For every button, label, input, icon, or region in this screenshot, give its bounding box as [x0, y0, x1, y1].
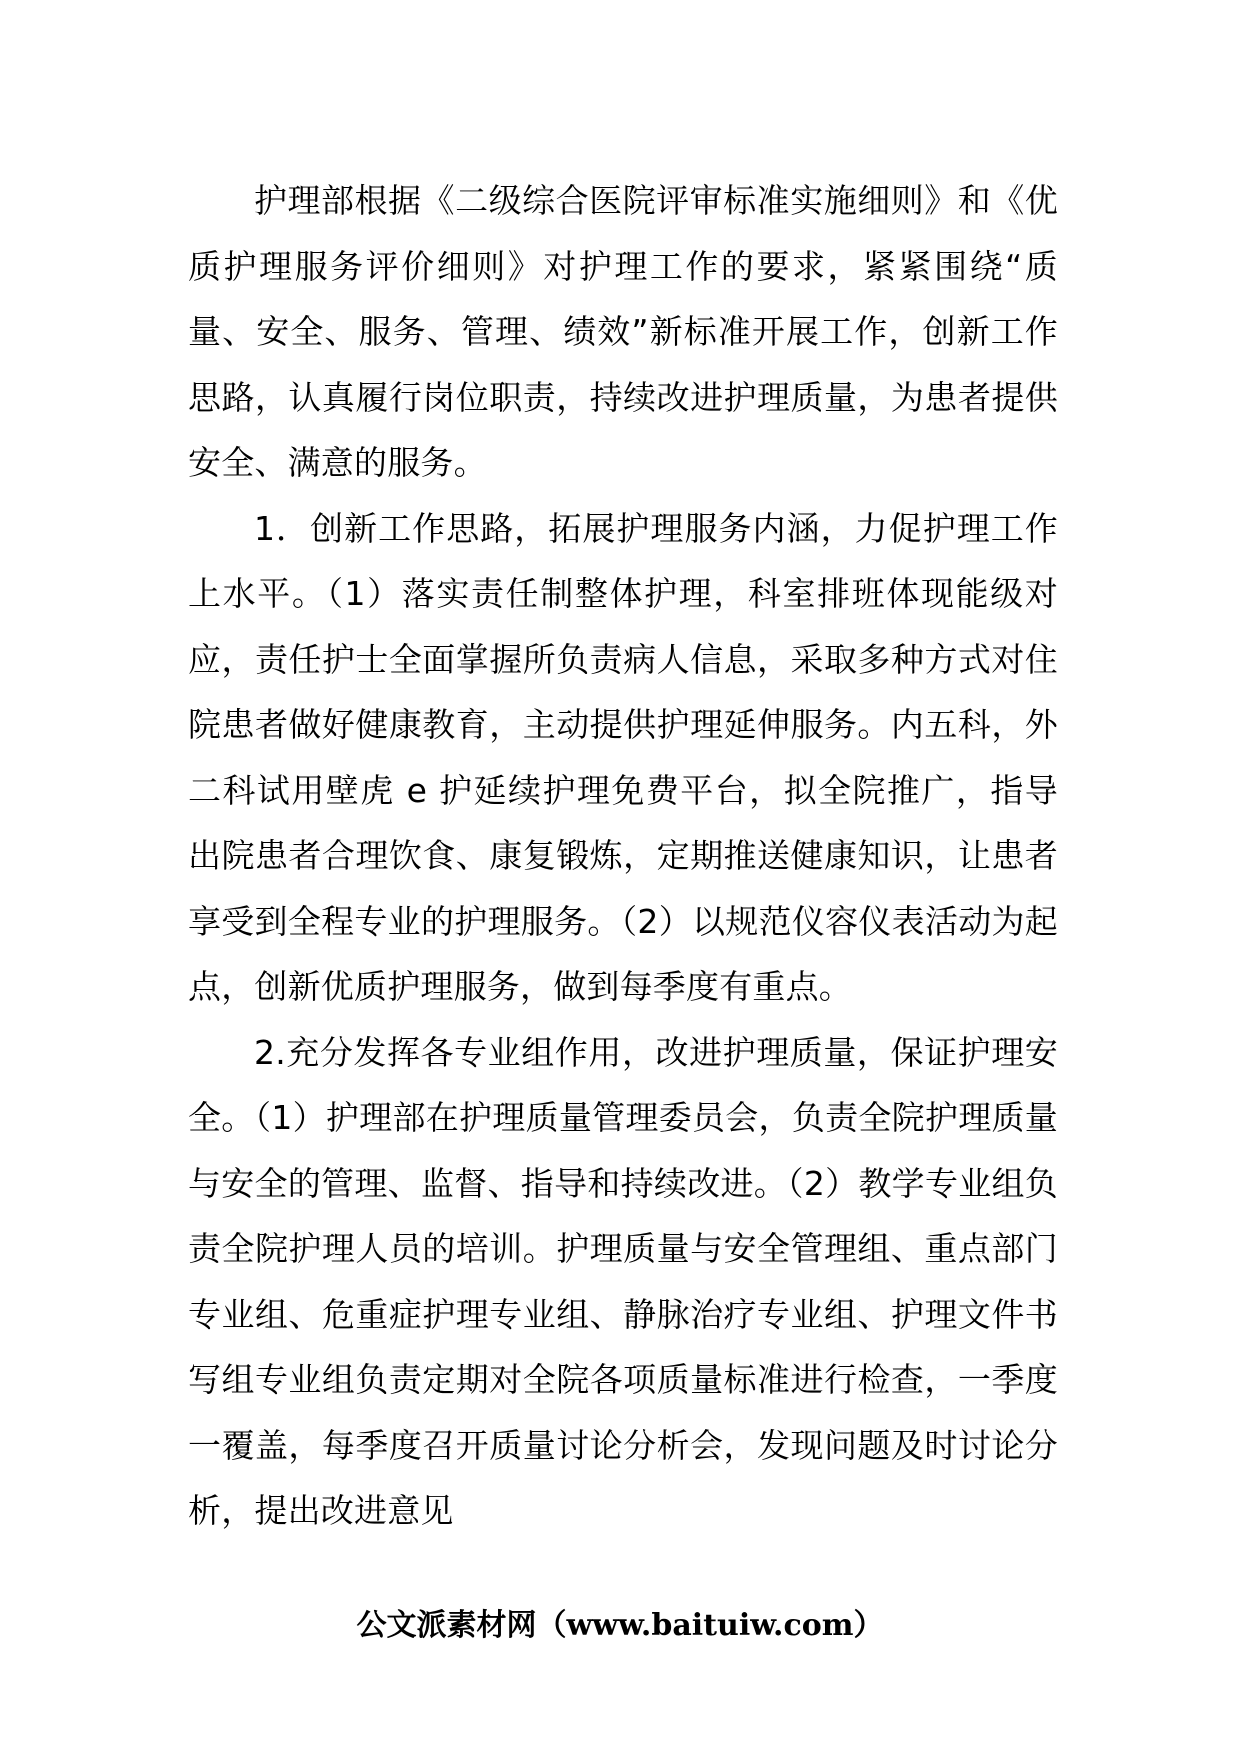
footer-source: 公文派素材网（www.baituiw.com） — [356, 1608, 884, 1643]
paragraph-intro: 护理部根据《二级综合医院评审标准实施细则》和《优质护理服务评价细则》对护理工作的要求，紧紧围绕“质量、安全、服务、管理、绩效”新标准开展工作，创新工作思路，认真履行岗位职责，持续改进护理质量，为患者提供安全、满意的服务。 — [188, 181, 1058, 482]
paragraph-section-2: 2.充分发挥各专业组作用，改进护理质量，保证护理安全。（1）护理部在护理质量管理委员会，负责全院护理质量与安全的管理、监督、指导和持续改进。（2）教学专业组负责全院护理人员的培训。护理质量与安全管理组、重点部门专业组、危重症护理专业组、静脉治疗专业组、护理文件书写组专业组负责定期对全院各项质量标准进行检查，一季度一覆盖，每季度召开质量讨论分析会，发现问题及时讨论分析，提出改进意见 — [188, 1032, 1058, 1530]
document-body — [188, 168, 1058, 1544]
paragraph-section-1: 1．创新工作思路，拓展护理服务内涵，力促护理工作上水平。（1）落实责任制整体护理，科室排班体现能级对应，责任护士全面掌握所负责病人信息，采取多种方式对住院患者做好健康教育，主动提供护理延伸服务。内五科，外二科试用壁虎 e 护延续护理免费平台，拟全院推广，指导出院患者合理饮食、康复锻炼，定期推送健康知识，让患者享受到全程专业的护理服务。（2）以规范仪容仪表活动为起点，创新优质护理服务，做到每季度有重点。 — [188, 508, 1058, 1006]
